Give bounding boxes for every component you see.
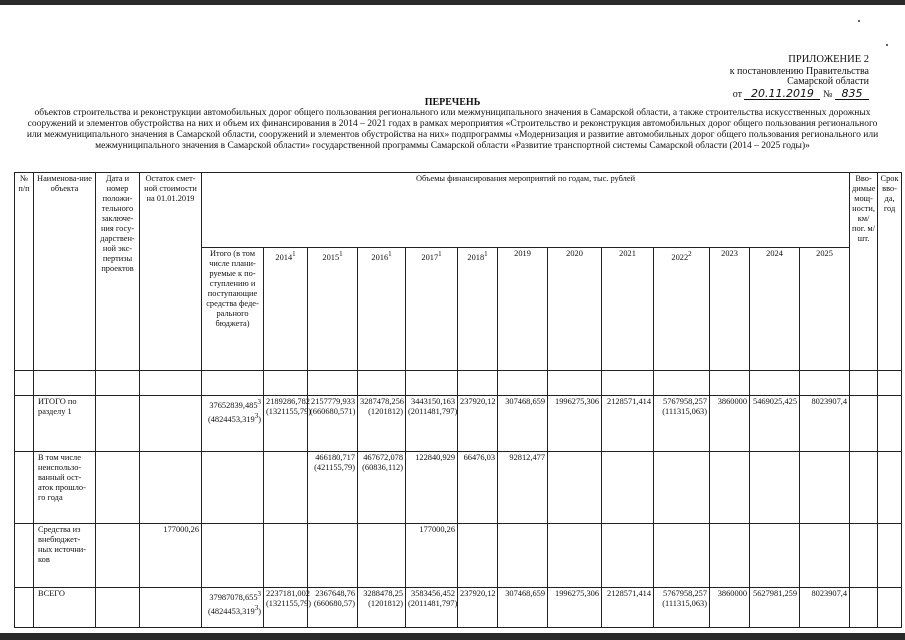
row-unused-2016: 467672,078 (60836,112) bbox=[358, 452, 406, 524]
row-unused-2019: 92812,477 bbox=[498, 452, 548, 524]
row-itogo bbox=[15, 396, 902, 452]
row-itogo-2019: 307468,659 bbox=[498, 396, 548, 452]
row-unused bbox=[15, 452, 902, 524]
scan-speck bbox=[858, 20, 860, 22]
scan-bottom-edge bbox=[0, 633, 905, 640]
header-year-2022: 2022$^2$ bbox=[654, 248, 710, 371]
scan-speck bbox=[886, 44, 888, 46]
row-vsego-2015: 2367648,76 (660680,57) bbox=[308, 588, 358, 628]
header-year-2017: 2017$^1$ bbox=[406, 248, 458, 371]
row-vsego-label: ВСЕГО bbox=[34, 588, 96, 628]
row-itogo-2014: 2189286,782 (1321155,79) bbox=[264, 396, 308, 452]
row-itogo-2017: 3443150,163 (2011481,797) bbox=[406, 396, 458, 452]
row-itogo-2018: 237920,12 bbox=[458, 396, 498, 452]
appendix-line-2: Самарской области bbox=[787, 76, 869, 87]
header-total: Итого (в том числе плани-руемые к по-ступлению и поступающие средства феде-рального бюджета) bbox=[202, 248, 264, 371]
row-unused-2015: 466180,717 (421155,79) bbox=[308, 452, 358, 524]
row-itogo-total: 37652839,485$^3$ (4824453,319$^3$) bbox=[202, 396, 264, 452]
row-vsego-2024: 5627981,259 bbox=[750, 588, 800, 628]
header-year-2014: 2014$^1$ bbox=[264, 248, 308, 371]
from-label: от bbox=[732, 88, 742, 100]
row-extra bbox=[15, 524, 902, 588]
header-year-2023: 2023 bbox=[710, 248, 750, 371]
handwritten-date: 20.11.2019 bbox=[744, 89, 820, 101]
header-balance: Остаток смет-ной стоимости на 01.01.2019 bbox=[140, 173, 202, 371]
row-vsego-2025: 8023907,4 bbox=[800, 588, 850, 628]
empty-row bbox=[15, 371, 902, 396]
handwritten-number: 835 bbox=[835, 89, 869, 101]
row-vsego-2016: 3288478,25 (1201812) bbox=[358, 588, 406, 628]
header-year-2015: 2015$^1$ bbox=[308, 248, 358, 371]
row-vsego bbox=[15, 588, 902, 628]
row-unused-2017: 122840,929 bbox=[406, 452, 458, 524]
header-term: Срок вво-да, год bbox=[878, 173, 902, 371]
row-vsego-2020: 1996275,306 bbox=[548, 588, 602, 628]
row-vsego-total: 37987078,655$^3$ (4824453,319$^3$) bbox=[202, 588, 264, 628]
row-itogo-2022: 5767958,257 (111315,063) bbox=[654, 396, 710, 452]
row-vsego-2017: 3583456,452 (2011481,797) bbox=[406, 588, 458, 628]
header-name: Наименова-ние объекта bbox=[34, 173, 96, 371]
scan-top-edge bbox=[0, 0, 905, 5]
header-capacity: Вво-димые мощ-ности, км/ пог. м/шт. bbox=[850, 173, 878, 371]
row-vsego-2021: 2128571,414 bbox=[602, 588, 654, 628]
header-year-2019: 2019 bbox=[498, 248, 548, 371]
header-year-2020: 2020 bbox=[548, 248, 602, 371]
header-year-2024: 2024 bbox=[750, 248, 800, 371]
number-label: № bbox=[822, 88, 833, 100]
document-description: объектов строительства и реконструкции автомобильных дорог общего пользования регионального или межмуниципального значения в Самарской области, а также строительства искусственных дорожных сооружений и элементов обустройства на них и объем их финансирования в 2014 – 2021 годах в рамках мероприятия «Строительство и реконструкция автомобильных дорог общего пользования регионального или межмуниципального значения в Самарской области, сооружений и элементов обустройства на них» подпрограммы «Модернизация и развитие автомобильных дорог общего пользования регионального или межмуниципального значения в Самарской области» государственной программы Самарской области «Развитие транспортной системы Самарской области (2014 – 2025 годы)» bbox=[26, 108, 879, 151]
header-year-2016: 2016$^1$ bbox=[358, 248, 406, 371]
appendix-title: ПРИЛОЖЕНИЕ 2 bbox=[788, 54, 869, 65]
row-itogo-2015: 2157779,933 (660680,571) bbox=[308, 396, 358, 452]
header-year-2018: 2018$^1$ bbox=[458, 248, 498, 371]
row-vsego-2019: 307468,659 bbox=[498, 588, 548, 628]
document-heading: ПЕРЕЧЕНЬ bbox=[424, 97, 481, 108]
financing-table bbox=[14, 172, 902, 628]
row-itogo-2021: 2128571,414 bbox=[602, 396, 654, 452]
row-itogo-2016: 3287478,256 (1201812) bbox=[358, 396, 406, 452]
header-year-2025: 2025 bbox=[800, 248, 850, 371]
row-extra-2017: 177000,26 bbox=[406, 524, 458, 588]
header-volumes: Объемы финансирования мероприятий по годам, тыс. рублей bbox=[202, 173, 850, 248]
row-unused-2018: 66476,03 bbox=[458, 452, 498, 524]
row-unused-label: В том числе неиспользо-ванный ост-аток прошло-го года bbox=[34, 452, 96, 524]
row-vsego-2022: 5767958,257 (111315,063) bbox=[654, 588, 710, 628]
header-date: Дата и номер положи-тельного заключе-ния госу-дарствен-ной экс-пертизы проектов bbox=[96, 173, 140, 371]
row-itogo-2024: 5469025,425 bbox=[750, 396, 800, 452]
appendix-line-1: к постановлению Правительства bbox=[729, 65, 869, 77]
row-itogo-2023: 3860000 bbox=[710, 396, 750, 452]
row-itogo-2020: 1996275,306 bbox=[548, 396, 602, 452]
row-itogo-2025: 8023907,4 bbox=[800, 396, 850, 452]
row-extra-label: Средства из внебюджет-ных источни-ков bbox=[34, 524, 96, 588]
header-num: № п/п bbox=[15, 173, 34, 371]
row-vsego-2018: 237920,12 bbox=[458, 588, 498, 628]
header-row-1 bbox=[15, 173, 902, 248]
row-itogo-label: ИТОГО по разделу 1 bbox=[34, 396, 96, 452]
row-extra-balance: 177000,26 bbox=[140, 524, 202, 588]
appendix-block bbox=[730, 55, 869, 100]
row-vsego-2014: 2237181,002 (1321155,79) bbox=[264, 588, 308, 628]
header-year-2021: 2021 bbox=[602, 248, 654, 371]
row-vsego-2023: 3860000 bbox=[710, 588, 750, 628]
